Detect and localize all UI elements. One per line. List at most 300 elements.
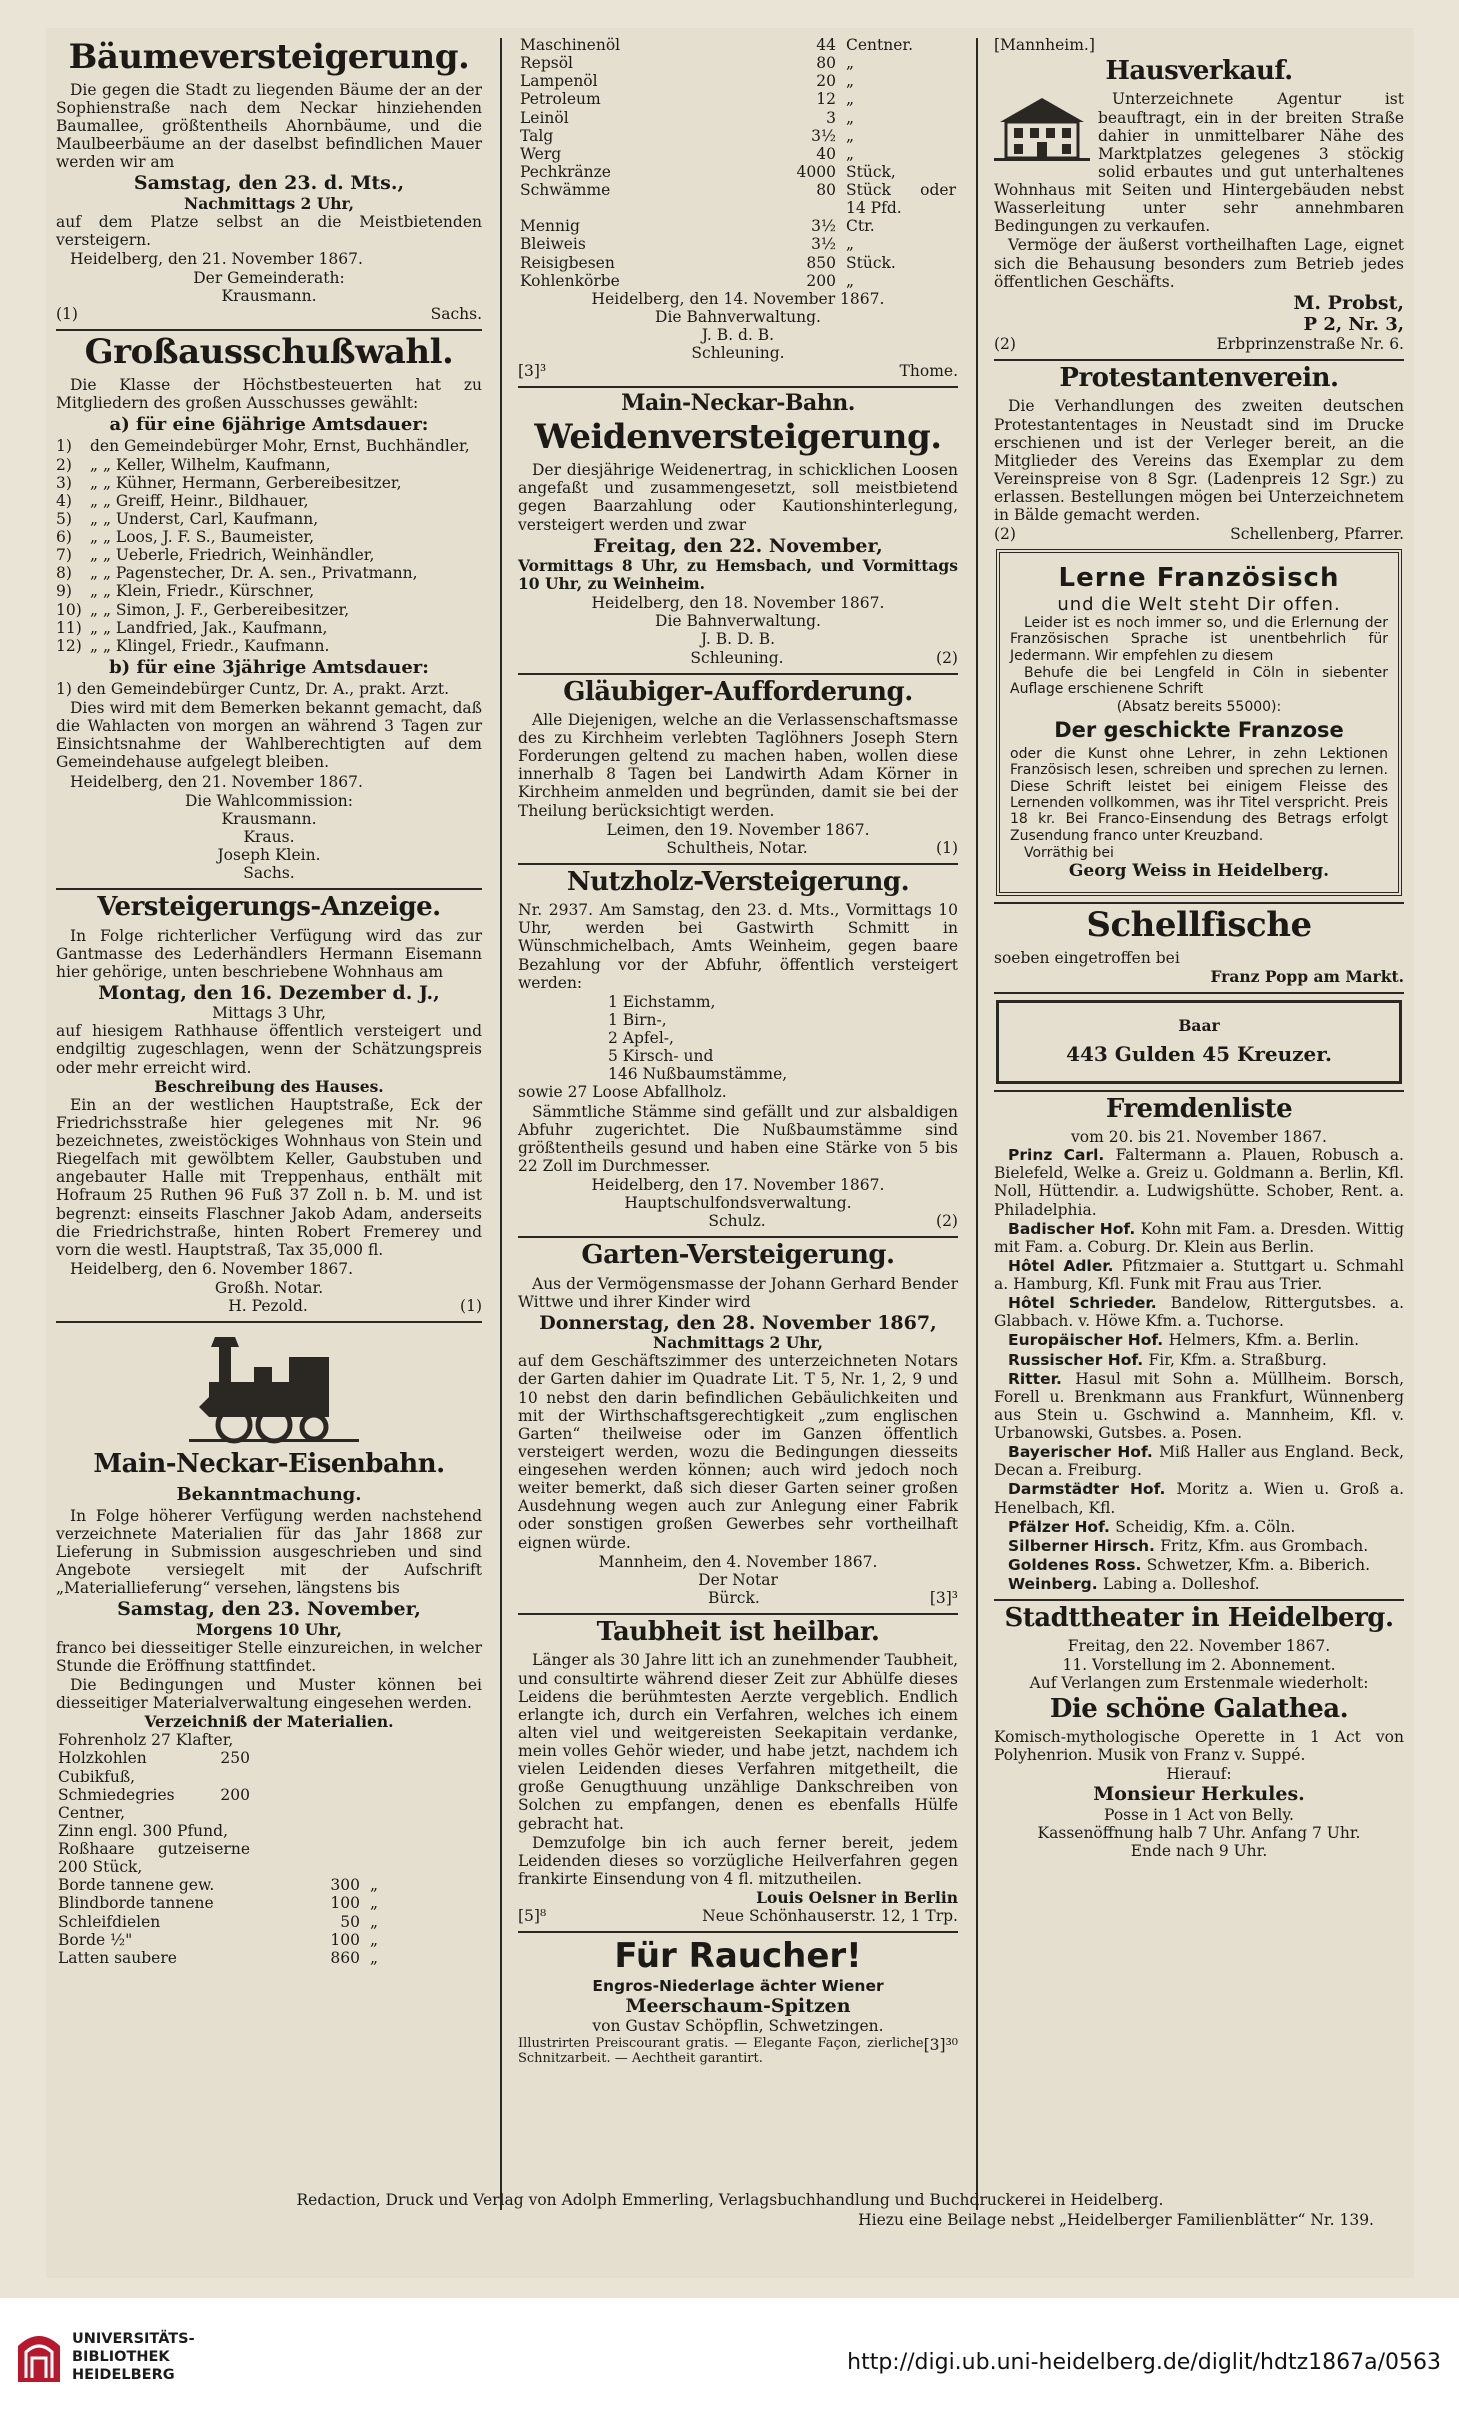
- guest-names: Miß Haller aus England. Beck, Decan a. Freiburg.: [994, 1443, 1404, 1480]
- list-item: 146 Nußbaumstämme,: [608, 1065, 788, 1084]
- ad-signature: Thome.: [899, 362, 958, 381]
- list-item: [994, 1575, 1404, 1593]
- table-cell: „: [846, 72, 855, 91]
- ad-signature: M. Probst,: [1293, 291, 1404, 314]
- list-item: [994, 1351, 1404, 1369]
- table-cell: [362, 1822, 482, 1840]
- guest-names: Fir, Kfm. a. Straßburg.: [1148, 1350, 1327, 1369]
- ad-fuer-raucher: [518, 1937, 958, 2066]
- list-text: „ „ Simon, J. F., Gerbereibesitzer,: [90, 600, 350, 619]
- list-item: [994, 1331, 1404, 1349]
- table-row: [56, 1931, 482, 1949]
- list-text: „ „ Pagenstecher, Dr. A. sen., Privatmann,: [90, 564, 418, 583]
- ad-body: soeben eingetroffen bei: [994, 948, 1180, 967]
- ad-body: Nr. 2937. Am Samstag, den 23. d. Mts., Vormittags 10 Uhr, werden bei Gastwirth Schmitt in Wünschmichelbach, Amts Weinheim, gegen baare Bezahlung vor der Abfuhr, öffentlich versteigert werden:: [518, 901, 958, 992]
- ad-body: In Folge richterlicher Verfügung wird das zur Gantmasse des Lederhändlers Hermann Eisemann hier gehörige, unten beschriebene Wohnhaus am: [56, 926, 482, 981]
- table-cell: Werg: [520, 144, 562, 163]
- hotel-name: Darmstädter Hof.: [1008, 1480, 1177, 1499]
- list-item: [994, 1146, 1404, 1219]
- ad-glaeubiger-aufforderung: [518, 676, 958, 857]
- ad-head: Main-Neckar-Bahn.: [621, 390, 855, 417]
- table-row: [518, 145, 958, 163]
- divider: [518, 863, 958, 865]
- ad-head: [Mannheim.]: [994, 36, 1095, 54]
- list-number: 11): [56, 618, 82, 637]
- hotel-name: Europäischer Hof.: [1008, 1331, 1169, 1350]
- table-cell: 40: [816, 144, 836, 163]
- ad-signature: Sachs.: [430, 305, 482, 324]
- table-cell: 50: [340, 1912, 360, 1931]
- ad-tag: (1): [936, 838, 958, 857]
- divider: [518, 1931, 958, 1933]
- list-item: [994, 1370, 1404, 1443]
- ad-signature: Schleuning.: [690, 648, 784, 667]
- ad-body: Die gegen die Stadt zu liegenden Bäume der an der Sophienstraße nach dem Neckar hinziehenden Baumallee, größtentheils Ahornbäume, und die Maulbeerbäume an der daselbst befindlichen Mauer werden wir am: [56, 80, 482, 172]
- list-text: „ „ Landfried, Jak., Kaufmann,: [90, 618, 328, 637]
- hotel-name: Goldenes Ross.: [1008, 1555, 1147, 1574]
- guest-names: Labing a. Dolleshof.: [1103, 1575, 1260, 1593]
- ad-body: franco bei diesseitiger Stelle einzureichen, in welcher Stunde die Eröffnung stattfindet.: [56, 1638, 482, 1675]
- ad-title: Weidenversteigerung.: [534, 417, 942, 458]
- table-cell: Ctr.: [846, 217, 875, 236]
- list-number: 1): [56, 437, 72, 456]
- ad-signature: Bürck.: [708, 1588, 760, 1607]
- ad-body: Sämmtliche Stämme sind gefällt und zur alsbaldigen Abfuhr zugerichtet. Die Nußbaumstämme sind größtentheils gesund und haben eine Stärke von 5 bis 22 Zoll im Durchmesser.: [518, 1102, 958, 1175]
- materials-table: [518, 36, 958, 290]
- table-cell: 4000: [796, 162, 836, 181]
- table-cell: „: [846, 54, 855, 73]
- table-cell: [362, 1840, 482, 1876]
- table-cell: [252, 1749, 362, 1785]
- list-item: [56, 601, 482, 619]
- ad-time: Morgens 10 Uhr,: [196, 1619, 342, 1639]
- ad-date: Samstag, den 23. d. Mts.,: [133, 172, 405, 195]
- ad-body: Ein an der westlichen Hauptstraße, Eck der Friedrichsstraße hier gelegenes mit Nr. 96 bezeichnetes, zweistöckiges Wohnhaus von Stein und Riegelfach mit gewölbtem Keller, Gaubstuben und angebauter Halle mit Treppenhaus, enthält mit Hofraum 25 Ruthen 96 Fuß 37 Zoll n. b. M. und ist begrenzt: einseits Flaschner Jakob Adam, anderseits die Friedrichstraße, hinten Robert Fremerey und vorn die westl. Hauptstraß, Tax 35,000 fl.: [56, 1095, 482, 1259]
- ad-title: Bäumeversteigerung.: [68, 37, 470, 77]
- guest-names: Pfitzmaier a. Stuttgart u. Schmahl a. Hamburg, Kfl. Funk mit Frau aus Trier.: [994, 1256, 1404, 1293]
- table-cell: 80: [816, 181, 836, 199]
- list-text: „ „ Kühner, Hermann, Gerbereibesitzer,: [90, 473, 402, 492]
- table-cell: Maschinenöl: [520, 36, 621, 54]
- hotel-name: Prinz Carl.: [1008, 1146, 1116, 1165]
- ad-tag: [3]³: [518, 362, 547, 381]
- list-item: [56, 619, 482, 637]
- table-row: [518, 235, 958, 253]
- ad-body: Demzufolge bin ich auch ferner bereit, jedem Leidenden dieses so vorzügliche Heilverfahren gegen frankirte Einsendung von 4 fl. mitzutheilen.: [518, 1833, 958, 1888]
- ad-body: Unterzeichnete Agentur ist beauftragt, ein in der breiten Straße dahier in unmittelbarer Nähe des Marktplatzes gelegenes 3 stöckig solid erbautes und gut unterhaltenes Wohnhaus mit Seiten und Hintergebäuden nebst Wasserleitung unter sehr annehmbaren Bedingungen zu verkaufen.: [994, 90, 1404, 236]
- table-cell: Blindborde tannene: [58, 1894, 214, 1913]
- ad-body: Dies wird mit dem Bemerken bekannt gemacht, daß die Wahlacten von morgen an während 3 Tagen zur Einsichtsnahme der Wahlberechtigten auf dem Gemeindehause aufgelegt bleiben.: [56, 699, 482, 772]
- table-cell: „: [846, 108, 855, 127]
- table-row: [56, 1731, 482, 1749]
- ad-tag: [3]³⁰: [923, 2035, 958, 2054]
- list-item: [994, 1443, 1404, 1479]
- newspaper-page: [46, 28, 1414, 2278]
- hotel-name: Pfälzer Hof.: [1008, 1517, 1116, 1536]
- table-cell: Stück.: [846, 253, 896, 272]
- list-item: 1) den Gemeindebürger Cuntz, Dr. A., prakt. Arzt.: [56, 679, 450, 698]
- ad-signature: Schultheis, Notar.: [666, 838, 808, 857]
- ad-line: Hierauf:: [1166, 1765, 1232, 1784]
- ad-title: Garten-Versteigerung.: [581, 1240, 895, 1271]
- ad-body: Die Verhandlungen des zweiten deutschen Protestantentages in Neustadt sind im Drucke erschienen und ist der Verleger bereit, an die Mitglieder des Vereins das Exemplar zu dem Vereinspreise von 8 Sgr. (Ladenpreis 12 Sgr.) zu erlassen. Bestellungen mögen bei Unterzeichnetem in Bälde gemacht werden.: [994, 397, 1404, 525]
- divider: [994, 992, 1404, 994]
- ad-body: Länger als 30 Jahre litt ich an zunehmender Taubheit, und consultirte während dieser Zeit zur Abhülfe dieses Leidens die berühmtesten Aerzte vergeblich. Endlich erlangte ich, durch ein Verfahren, welches ich einem alten viel und weitgereisten Seekapitain verdanke, mein volles Gehör wieder, und habe jetzt, nachdem ich vielen Leidenden dieses Verfahren mitgetheilt, die große Genugthuung unzählige Dankschreiben von Solchen zu empfangen, denen es ebenfalls Hülfe gebracht hat.: [518, 1651, 958, 1833]
- column-3: [984, 36, 1414, 2212]
- ad-time: Nachmittags 2 Uhr,: [653, 1333, 823, 1353]
- ad-title: Hausverkauf.: [1105, 56, 1293, 87]
- permalink[interactable]: http://digi.ub.uni-heidelberg.de/diglit/hdtz1867a/0563: [847, 2350, 1441, 2375]
- divider: [518, 386, 958, 388]
- ad-title: Stadttheater in Heidelberg.: [1004, 1603, 1394, 1634]
- ad-tag: (1): [56, 305, 78, 324]
- ad-title: Schellfische: [1086, 905, 1312, 946]
- ad-tag: (2): [936, 1212, 958, 1231]
- ad-line: Kassenöffnung halb 7 Uhr. Anfang 7 Uhr.: [1037, 1823, 1361, 1842]
- guest-list: [994, 1146, 1404, 1593]
- table-cell: Holzkohlen 250 Cubikfuß,: [58, 1749, 250, 1786]
- table-row: [56, 1840, 482, 1876]
- ad-lerne-franzoesisch: [996, 549, 1402, 896]
- table-cell: Roßhaare gutzeiserne 200 Stück,: [58, 1840, 250, 1877]
- ad-signature: Krausmann.: [221, 287, 317, 306]
- ad-date: Donnerstag, den 28. November 1867,: [539, 1312, 937, 1335]
- ad-title: Nutzholz-Versteigerung.: [566, 866, 910, 897]
- guest-names: Moritz a. Wien u. Groß a. Henelbach, Kfl.: [994, 1480, 1405, 1517]
- ad-garten-versteigerung: [518, 1242, 958, 1607]
- ad-title: Gläubiger-Aufforderung.: [563, 676, 913, 707]
- table-cell: 12: [816, 90, 836, 109]
- imprint: [46, 2190, 1414, 2230]
- hotel-name: Bayerischer Hof.: [1008, 1443, 1160, 1462]
- ad-grossausschusswahl: [56, 332, 482, 883]
- list-item: [994, 1480, 1404, 1516]
- table-cell: [362, 1731, 482, 1749]
- table-cell: „: [370, 1948, 379, 1967]
- table-cell: „: [846, 90, 855, 109]
- divider: [56, 888, 482, 890]
- table-cell: Schleifdielen: [58, 1912, 161, 1931]
- ad-title: Großausschußwahl.: [84, 332, 454, 373]
- divider: [518, 673, 958, 675]
- table-cell: Mennig: [520, 217, 580, 236]
- table-cell: Borde ½": [58, 1930, 133, 1949]
- table-cell: Fohrenholz 27 Klafter,: [58, 1731, 234, 1750]
- ad-subtitle: und die Welt steht Dir offen.: [1057, 593, 1341, 615]
- list-item: [994, 1257, 1404, 1293]
- ad-signature: Schulz.: [708, 1212, 766, 1231]
- viewer-footer: [0, 2298, 1459, 2415]
- ad-line: 11. Vorstellung im 2. Abonnement.: [1062, 1655, 1336, 1674]
- ad-nutzholz-versteigerung: [518, 866, 958, 1231]
- house-icon: [994, 92, 1090, 162]
- table-row: [518, 254, 958, 272]
- table-cell: Kohlenkörbe: [520, 271, 620, 290]
- list-item: [56, 528, 482, 546]
- ad-taubheit: [518, 1619, 958, 1925]
- ad-title: Für Raucher!: [614, 1936, 862, 1977]
- table-cell: 44: [816, 36, 836, 54]
- wood-list: [518, 993, 958, 1084]
- list-text: „ „ Loos, J. F. S., Baumeister,: [90, 528, 315, 547]
- table-cell: 850: [806, 253, 836, 272]
- ad-versteigerungs-anzeige: [56, 894, 482, 1315]
- table-cell: Schmiedegries 200 Centner,: [58, 1785, 250, 1822]
- section-heading: Verzeichniß der Materialien.: [144, 1712, 394, 1732]
- play-title: Die schöne Galathea.: [1049, 1693, 1349, 1724]
- materials-table: [56, 1731, 482, 1967]
- ad-tag: (2): [994, 335, 1016, 354]
- ad-date: Montag, den 16. Dezember d. J.,: [98, 981, 440, 1004]
- list-number: 6): [56, 528, 72, 547]
- ad-body: Leider ist es noch immer so, und die Erlernung der Französischen Sprache ist unentbehrlich für Jedermann. Wir empfehlen zu diesem: [1010, 614, 1388, 664]
- ad-place: Mannheim, den 4. November 1867.: [598, 1552, 878, 1571]
- ad-place: Heidelberg, den 6. November 1867.: [70, 1259, 354, 1278]
- list-item: [56, 510, 482, 528]
- table-cell: „: [846, 271, 855, 290]
- ad-stadttheater: [994, 1605, 1404, 1860]
- divider: [994, 902, 1404, 904]
- table-row: [56, 1749, 482, 1785]
- ad-line: Auf Verlangen zum Erstenmale wiederholt:: [1029, 1673, 1369, 1692]
- table-cell: „: [370, 1894, 379, 1913]
- ad-main-neckar-eisenbahn: [56, 1327, 482, 1967]
- ad-line: Ende nach 9 Uhr.: [1130, 1841, 1268, 1860]
- ad-signature: Hauptschulfondsverwaltung.: [624, 1194, 852, 1213]
- ad-subtitle: Bekanntmachung.: [176, 1483, 362, 1505]
- list-item: [56, 637, 482, 655]
- list-text: den Gemeindebürger Mohr, Ernst, Buchhändler,: [90, 437, 470, 456]
- ad-signature: Der Gemeinderath:: [193, 269, 345, 288]
- column-1: [46, 36, 492, 2212]
- ad-body: auf dem Platze selbst an die Meistbietenden versteigern.: [56, 212, 482, 249]
- hotel-name: Hôtel Schrieder.: [1008, 1294, 1171, 1313]
- list-item: 1 Birn-,: [608, 1010, 667, 1029]
- ad-body: Die Bedingungen und Muster können bei diesseitiger Materialverwaltung eingesehen werden.: [56, 1675, 482, 1713]
- guest-names: Hasul mit Sohn a. Müllheim. Borsch, Forell u. Brenkmann aus Frankfurt, Wünnenberg aus Stein u. Gschwind a. Mannheim, Kfl. v. Urbanowski, Gutsbes. a. Posen.: [994, 1369, 1404, 1442]
- play-title: Monsieur Herkules.: [1093, 1783, 1305, 1806]
- table-row: [518, 217, 958, 235]
- table-cell: Latten saubere: [58, 1948, 177, 1967]
- table-row: [518, 127, 958, 145]
- list-number: 2): [56, 455, 72, 474]
- list-item: 1 Eichstamm,: [608, 992, 716, 1011]
- table-cell: 80: [816, 54, 836, 73]
- table-cell: Stück,: [846, 162, 896, 181]
- fremdenliste: [994, 1093, 1405, 1593]
- divider: [994, 359, 1404, 361]
- ad-body: sowie 27 Loose Abfallholz.: [518, 1083, 727, 1102]
- ad-signature: Die Bahnverwaltung.: [655, 612, 821, 631]
- section-heading: a) für eine 6jährige Amtsdauer:: [109, 414, 429, 436]
- table-cell: Leinöl: [520, 108, 569, 127]
- table-cell: Petroleum: [520, 90, 601, 109]
- guest-names: Schwetzer, Kfm. a. Biberich.: [1146, 1555, 1370, 1574]
- table-row: [518, 163, 958, 181]
- table-cell: „: [846, 235, 855, 254]
- list-number: 8): [56, 564, 72, 583]
- ad-body: auf hiesigem Rathhause öffentlich versteigert und endgiltig zugeschlagen, wenn der Schätzungspreis oder mehr erreicht wird.: [56, 1022, 482, 1077]
- library-name-line: UNIVERSITÄTS-: [72, 2331, 195, 2347]
- table-cell: 300: [330, 1876, 360, 1895]
- ad-dates: vom 20. bis 21. November 1867.: [1071, 1128, 1327, 1146]
- table-row: [518, 181, 958, 217]
- table-cell: 3½: [811, 126, 836, 145]
- ad-signature: P 2, Nr. 3,: [1303, 314, 1404, 336]
- list-item: 5 Kirsch- und: [608, 1047, 714, 1066]
- table-cell: Reisigbesen: [520, 253, 615, 272]
- hotel-name: Hôtel Adler.: [1008, 1256, 1123, 1275]
- ad-signature: J. B. D. B.: [700, 630, 776, 649]
- ad-signature: Erbprinzenstraße Nr. 6.: [1216, 335, 1404, 354]
- divider: [56, 329, 482, 331]
- ad-body: Vorräthig bei: [1024, 845, 1114, 861]
- list-item: [56, 546, 482, 564]
- table-cell: 860: [330, 1948, 360, 1967]
- table-row: [518, 72, 958, 90]
- hotel-name: Ritter.: [1008, 1369, 1076, 1388]
- table-row: [518, 54, 958, 72]
- list-item: [994, 1294, 1404, 1330]
- list-number: 7): [56, 546, 72, 565]
- table-row: [518, 36, 958, 54]
- column-2: [508, 36, 968, 2212]
- table-row: [56, 1876, 482, 1894]
- hotel-name: Silberner Hirsch.: [1008, 1536, 1161, 1555]
- table-row: [56, 1786, 482, 1822]
- list-number: 4): [56, 491, 72, 510]
- list-item: [994, 1556, 1404, 1574]
- ad-place: Heidelberg, den 18. November 1867.: [591, 594, 885, 613]
- ad-title: Taubheit ist heilbar.: [596, 1617, 880, 1648]
- ad-head: Baar: [1178, 1016, 1220, 1036]
- hotel-name: Badischer Hof.: [1008, 1219, 1141, 1238]
- table-cell: 20: [816, 72, 836, 91]
- table-cell: [362, 1749, 482, 1785]
- ad-baeumeversteigerung: [56, 37, 482, 324]
- guest-names: Kohn mit Fam. a. Dresden. Wittig mit Fam. a. Coburg. Dr. Klein aus Berlin.: [994, 1219, 1404, 1256]
- divider: [56, 1321, 482, 1323]
- divider: [994, 1090, 1404, 1092]
- ad-body: Aus der Vermögensmasse der Johann Gerhard Bender Wittwe und ihrer Kinder wird: [518, 1274, 958, 1311]
- list-item: [56, 582, 482, 600]
- guest-names: Scheidig, Kfm. a. Cöln.: [1115, 1517, 1296, 1536]
- table-row: [56, 1894, 482, 1912]
- guest-names: Helmers, Kfm. a. Berlin.: [1168, 1331, 1360, 1350]
- divider: [518, 1613, 958, 1615]
- ad-signature: J. B. d. B.: [701, 326, 775, 344]
- table-cell: 100: [330, 1930, 360, 1949]
- ad-signature: Die Bahnverwaltung.: [655, 307, 821, 326]
- list-item: [994, 1518, 1404, 1536]
- table-cell: Zinn engl. 300 Pfund,: [58, 1821, 229, 1840]
- table-row: [518, 90, 958, 108]
- ad-date: Freitag, den 22. November 1867.: [1067, 1637, 1331, 1656]
- ad-tag: [5]⁸: [518, 1907, 547, 1926]
- ad-title: Main-Neckar-Eisenbahn.: [93, 1449, 445, 1480]
- ad-title: Fremdenliste: [1105, 1093, 1293, 1124]
- hotel-name: Weinberg.: [1008, 1575, 1104, 1593]
- section-heading: b) für eine 3jährige Amtsdauer:: [109, 656, 429, 678]
- ad-body: Die Klasse der Höchstbesteuerten hat zu Mitgliedern des großen Ausschusses gewählt:: [56, 376, 482, 413]
- list-text: „ „ Underst, Carl, Kaufmann,: [90, 509, 319, 528]
- ad-tag: [3]³: [929, 1588, 958, 1607]
- ad-body: oder die Kunst ohne Lehrer, in zehn Lektionen Französisch lesen, schreiben und sprechen zu lernen. Diese Schrift leistet bei einigem Fleisse des Lernenden vollkommen, was ihr Titel verspricht. Preis 18 kr. Bei Franco-Einsendung des Betrags erfolgt Zusendung franco unter Kreuzband.: [1010, 745, 1388, 844]
- table-cell: „: [846, 144, 855, 163]
- table-cell: Repsöl: [520, 54, 574, 73]
- list-number: 3): [56, 473, 72, 492]
- list-number: 10): [56, 600, 82, 619]
- guest-names: Faltermann a. Plauen, Robusch a. Bielefeld, Welke a. Greiz u. Goldmann a. Berlin, Kfl. Noll, Hüttendir. a. Ludwigshütte. Schober, Rent. a. Philadelphia.: [994, 1146, 1404, 1219]
- list-item: 2 Apfel-,: [608, 1029, 674, 1048]
- list-text: „ „ Klein, Friedr., Kürschner,: [90, 582, 315, 601]
- table-cell: Talg: [520, 126, 554, 145]
- guest-names: Bandelow, Rittergutsbes. a. Glabbach. v. Höwe Kfm. a. Tuchorse.: [994, 1294, 1405, 1331]
- ad-body: Vermöge der äußerst vortheilhaften Lage, eignet sich die Behausung besonders zum Betrieb jedes öffentlichen Geschäfts.: [994, 236, 1404, 291]
- table-cell: Schwämme: [520, 181, 611, 199]
- table-cell: 3: [826, 108, 836, 127]
- list-item: [56, 474, 482, 492]
- imprint-line: Redaction, Druck und Verlag von Adolph Emmerling, Verlagsbuchhandlung und Buchdruckerei in Heidelberg.: [296, 2191, 1164, 2209]
- ad-body: Alle Diejenigen, welche an die Verlassenschaftsmasse des zu Kirchheim verlebten Taglöhners Joseph Stern Forderungen geltend zu machen haben, wollen diese innerhalb 8 Tagen bei Landwirth Adam Körner in Kirchheim anmelden und begründen, damit sie bei der Theilung berücksichtigt werden.: [518, 710, 958, 820]
- divider: [518, 1236, 958, 1238]
- list-item: [994, 1537, 1404, 1555]
- table-cell: Borde tannene gew.: [58, 1876, 215, 1895]
- ad-protestantenverein: [994, 365, 1404, 543]
- ad-signature: Neue Schönhauserstr. 12, 1 Trp.: [702, 1907, 958, 1926]
- ad-time: Nachmittags 2 Uhr,: [184, 193, 354, 213]
- table-cell: 200: [806, 271, 836, 290]
- ad-place: Heidelberg, den 17. November 1867.: [591, 1176, 885, 1195]
- ad-signature: Franz Popp am Markt.: [1210, 967, 1404, 987]
- ad-signature: Der Notar: [698, 1570, 778, 1589]
- library-logo-icon: [14, 2326, 64, 2386]
- ad-signature: Die Wahlcommission:: [184, 791, 354, 810]
- ad-line: von Gustav Schöpflin, Schwetzingen.: [592, 2017, 884, 2036]
- ad-body: auf dem Geschäftszimmer des unterzeichneten Notars der Garten dahier im Quadrate Lit. T 5, Nr. 1, 2, 9 und 10 nebst den darin befindlichen Gebäulichkeiten und mit der Wirthschaftsgerechtigkeit „zum englischen Garten“ theilweise oder im Ganzen öffentlich versteigert werden, wozu die Bedingungen diesseits eingesehen werden können; auch wird jedoch noch weiter bemerkt, daß sich dieser Garten seiner großen Ausdehnung wegen auch zur Anlegung einer Fabrik oder sonstigen großen Gewerbes sehr vortheilhaft eignen würde.: [518, 1352, 958, 1552]
- ad-title: Lerne Französisch: [1058, 563, 1340, 594]
- list-item: [56, 564, 482, 582]
- member-list: [56, 437, 482, 655]
- ad-baar: [996, 1000, 1402, 1084]
- list-number: 5): [56, 509, 72, 528]
- ad-tag: (2): [994, 525, 1016, 544]
- ad-signature: Louis Oelsner in Berlin: [756, 1888, 958, 1908]
- table-cell: Bleiweis: [520, 235, 586, 254]
- ad-signature: H. Pezold.: [228, 1297, 308, 1316]
- ad-place: Heidelberg, den 21. November 1867.: [70, 772, 363, 791]
- table-cell: „: [846, 126, 855, 145]
- table-cell: „: [370, 1876, 379, 1895]
- list-text: „ „ Greiff, Heinr., Bildhauer,: [90, 491, 309, 510]
- table-cell: [252, 1731, 362, 1749]
- table-cell: „: [370, 1930, 379, 1949]
- ad-signature: Schleuning.: [691, 344, 785, 363]
- list-number: 12): [56, 636, 82, 655]
- ad-signature: Großh. Notar.: [214, 1279, 324, 1298]
- ad-tag: (2): [936, 648, 958, 667]
- ad-edition: (Absatz bereits 55000):: [1116, 698, 1282, 715]
- ad-line: Illustrirten Preiscourant gratis. — Elegante Façon, zierliche Schnitzarbeit. — Aechtheit garantirt.: [518, 2035, 924, 2066]
- ad-signature: Schellenberg, Pfarrer.: [1230, 525, 1404, 544]
- ad-body: Komisch-mythologische Operette in 1 Act von Polyhenrion. Musik von Franz v. Suppé.: [994, 1728, 1404, 1765]
- ad-amount: 443 Gulden 45 Kreuzer.: [1066, 1042, 1332, 1067]
- table-cell: 100: [330, 1894, 360, 1913]
- table-row: [518, 109, 958, 127]
- list-text: „ „ Klingel, Friedr., Kaufmann.: [90, 636, 330, 655]
- column-rule: [500, 38, 502, 2210]
- ad-signature: Krausmann.: [221, 809, 317, 828]
